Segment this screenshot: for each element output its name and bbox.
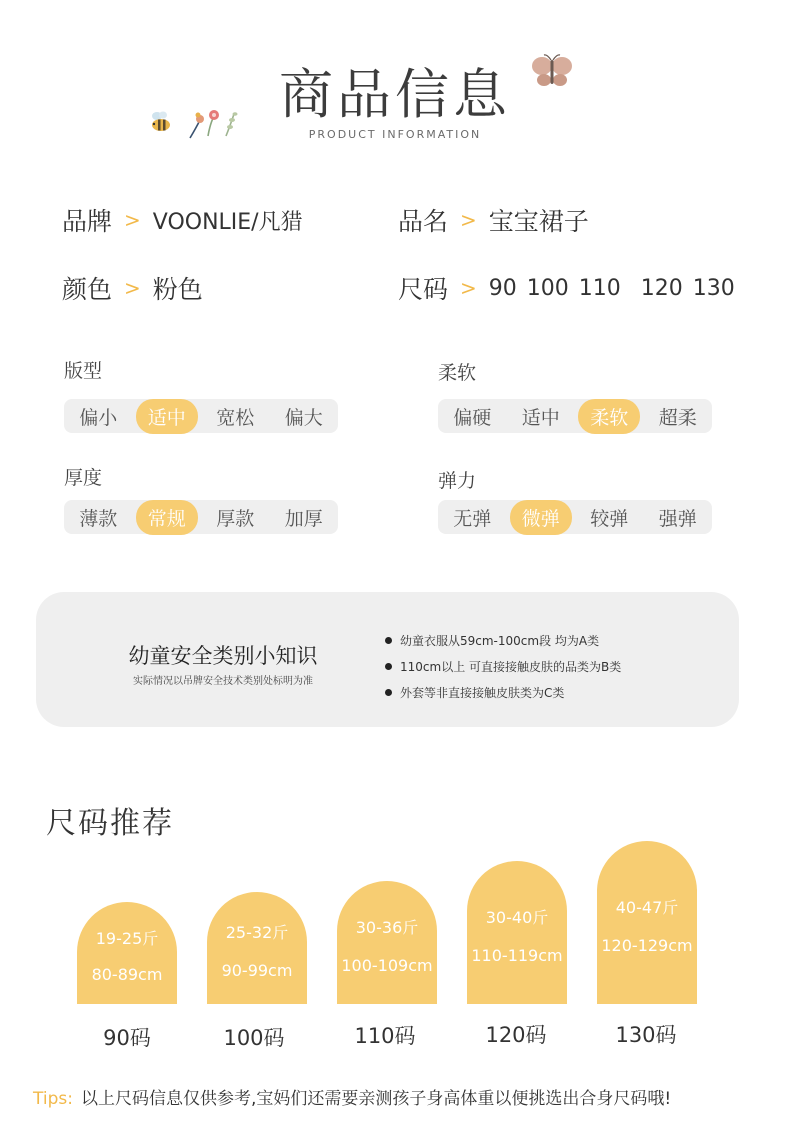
safety-subtitle: 实际情况以吊牌安全技术类别处标明为准 bbox=[133, 676, 313, 687]
bullet-icon bbox=[385, 663, 392, 670]
thickness-option: 加厚 bbox=[284, 507, 323, 530]
size-list bbox=[489, 276, 735, 301]
thickness-option: 厚款 bbox=[216, 507, 255, 530]
size-option: 100 bbox=[526, 275, 569, 301]
elasticity-option: 无弹 bbox=[453, 507, 492, 530]
tips-line bbox=[33, 1084, 671, 1109]
size-card-label: 110码 bbox=[354, 1024, 416, 1048]
height-range: 90-99cm bbox=[221, 961, 293, 980]
size-option: 90 bbox=[488, 275, 517, 301]
fit-selector bbox=[64, 399, 338, 433]
size-card-130 bbox=[597, 841, 697, 1004]
elasticity-option: 较弹 bbox=[590, 507, 629, 530]
size-card-110 bbox=[337, 881, 437, 1004]
chevron-right-icon: > bbox=[460, 208, 477, 232]
thickness-option: 薄款 bbox=[79, 507, 118, 530]
softness-title: 柔软 bbox=[438, 362, 477, 384]
weight-range: 19-25斤 bbox=[95, 929, 159, 948]
size-card-label: 130码 bbox=[615, 1023, 677, 1047]
brand-row bbox=[62, 202, 303, 238]
size-option: 110 bbox=[578, 275, 621, 301]
thickness-selector bbox=[64, 500, 338, 534]
elasticity-option-selected: 微弹 bbox=[510, 500, 572, 535]
thickness-option-selected: 常规 bbox=[136, 500, 198, 535]
height-range: 110-119cm bbox=[471, 946, 563, 965]
elasticity-title: 弹力 bbox=[438, 470, 477, 492]
size-card-label: 100码 bbox=[223, 1026, 285, 1050]
size-row bbox=[398, 270, 735, 306]
fit-option: 偏大 bbox=[284, 406, 323, 429]
fit-option: 偏小 bbox=[79, 406, 118, 429]
safety-list bbox=[385, 627, 715, 705]
elasticity-selector bbox=[438, 500, 712, 534]
elasticity-option: 强弹 bbox=[658, 507, 697, 530]
size-option: 120 bbox=[640, 275, 683, 301]
weight-range: 25-32斤 bbox=[225, 923, 289, 942]
height-range: 120-129cm bbox=[601, 936, 693, 955]
color-row bbox=[62, 270, 203, 306]
safety-item: 外套等非直接接触皮肤类为C类 bbox=[400, 685, 565, 700]
height-range: 80-89cm bbox=[91, 965, 163, 984]
softness-option-selected: 柔软 bbox=[578, 399, 640, 434]
size-card-120 bbox=[467, 861, 567, 1004]
name-value: 宝宝裙子 bbox=[488, 207, 589, 236]
softness-selector bbox=[438, 399, 712, 433]
weight-range: 40-47斤 bbox=[615, 898, 679, 917]
chevron-right-icon: > bbox=[460, 276, 477, 300]
tips-key: Tips: bbox=[33, 1089, 73, 1109]
name-row bbox=[398, 202, 589, 238]
brand-value: VOONLIE/凡猎 bbox=[152, 209, 303, 235]
softness-option: 适中 bbox=[521, 406, 560, 429]
color-label: 颜色 bbox=[62, 275, 113, 304]
size-card-100 bbox=[207, 892, 307, 1004]
page-title: 商品信息 bbox=[279, 63, 511, 126]
size-card-label: 120码 bbox=[485, 1023, 547, 1047]
recommend-title: 尺码推荐 bbox=[46, 806, 174, 841]
safety-item: 110cm以上 可直接接触皮肤的品类为B类 bbox=[400, 659, 622, 674]
bullet-icon bbox=[385, 689, 392, 696]
weight-range: 30-40斤 bbox=[485, 908, 549, 927]
height-range: 100-109cm bbox=[341, 956, 433, 975]
list-item bbox=[385, 653, 715, 679]
fit-option-selected: 适中 bbox=[136, 399, 198, 434]
softness-option: 偏硬 bbox=[453, 406, 492, 429]
thickness-title: 厚度 bbox=[64, 467, 103, 489]
color-value: 粉色 bbox=[152, 275, 203, 304]
chevron-right-icon: > bbox=[124, 276, 141, 300]
size-card-label: 90码 bbox=[103, 1026, 151, 1050]
chevron-right-icon: > bbox=[124, 208, 141, 232]
list-item bbox=[385, 627, 715, 653]
safety-title: 幼童安全类别小知识 bbox=[128, 644, 318, 668]
size-card-90 bbox=[77, 902, 177, 1004]
page-subtitle: PRODUCT INFORMATION bbox=[308, 128, 482, 141]
size-option: 130 bbox=[692, 275, 735, 301]
fit-option: 宽松 bbox=[216, 406, 255, 429]
weight-range: 30-36斤 bbox=[355, 918, 419, 937]
size-label: 尺码 bbox=[398, 275, 449, 304]
tips-text: 以上尺码信息仅供参考,宝妈们还需要亲测孩子身高体重以便挑选出合身尺码哦! bbox=[80, 1089, 672, 1109]
name-label: 品名 bbox=[398, 207, 449, 236]
brand-label: 品牌 bbox=[62, 207, 113, 236]
fit-title: 版型 bbox=[64, 360, 103, 382]
safety-item: 幼童衣服从59cm-100cm段 均为A类 bbox=[400, 633, 600, 648]
softness-option: 超柔 bbox=[658, 406, 697, 429]
bullet-icon bbox=[385, 637, 392, 644]
list-item bbox=[385, 679, 715, 705]
